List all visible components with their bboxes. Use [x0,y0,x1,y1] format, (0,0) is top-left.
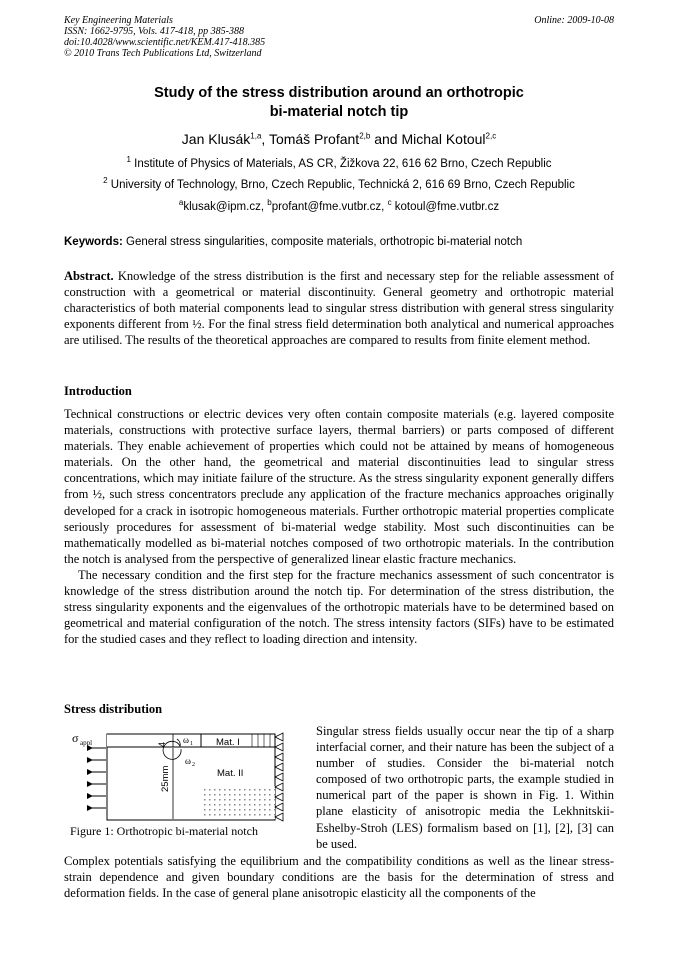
journal-header [64,15,265,59]
affiliation-1 [0,155,678,170]
keywords [64,236,624,248]
stress-paragraph-1: Singular stress fields usually occur near the tip of a sharp interfacial corner, and their nature has been the subject of a number of studies. Consider the bi-material notch composed of two orthotropic parts, the example studied in numerical part of the paper is shown in Fig. 1. Within plane elasticity of anisotropic media the Lekhnitskii-Eshelby-Stroh (LES) formalism based on [1], [2], [3] can be used. [316,724,614,851]
author-1: Jan Klusák [181,131,251,147]
email-c-sup: c [387,198,392,208]
support-triangle [275,813,283,821]
author-comma: , [261,131,266,147]
email-a[interactable]: klusak@ipm.cz, [183,201,265,213]
author-2-sup: 2,b [359,131,371,141]
support-triangle [275,753,283,761]
issn-line: ISSN: 1662-9795, Vols. 417-418, pp 385-388 [64,26,244,37]
mat2-label: Mat. II [217,768,244,779]
support-triangle [275,793,283,801]
author-3: Michal Kotoul [401,131,486,147]
abstract-text: Knowledge of the stress distribution is the first and necessary step for the reliable assessment of construction with a geometrical or material discontinuity. General geometry and orthotropic material characteristics of both material components lead to singular stress distribution with general stress singularity exponents different from ½. For the final stress field determination both analytical and numerical approaches are utilised. The results of the theoretical approaches are compared to results from finite element method. [64,269,614,348]
intro-paragraph-2: The necessary condition and the first step for the fracture mechanics assessment of such concentrator is knowledge of the stress distribution around the notch tip. For determination of the stress distribution, the stress singularity exponents and the eigenvalues of the orthotropic materials have to be determined based on geometrical and material configuration of the notch. The stress intensity factors (SIFs) have to be estimated for the studied cases and they reflect to loading direction and intensity. [64,567,614,647]
stress-heading: Stress distribution [64,702,163,716]
omega1-subscript: 1 [190,741,193,747]
keywords-text: General stress singularities, composite materials, orthotropic bi-material notch [126,236,523,248]
figure-caption: Figure 1: Orthotropic bi-material notch [70,824,258,838]
keywords-label: Keywords: [64,236,123,248]
aff1-text: Institute of Physics of Materials, AS CR, Žižkova 22, 616 62 Brno, Czech Republic [134,158,552,170]
sigma-subscript: appl [80,739,93,747]
dim-small-label: 4 [157,741,167,747]
aff2-text: University of Technology, Brno, Czech Republic, Technická 2, 616 69 Brno, Czech Republic [110,179,575,191]
author-2: Tomáš Profant [268,131,360,147]
email-b-sup: b [267,198,272,208]
email-line [0,198,678,213]
intro-paragraph-1: Technical constructions or electric devices very often contain composite materials (e.g. layered composite materials, constructions with protective surface layers, thermal barriers) or parts composed of different materials. They enable achievement of properties which could not be attained by means of homogeneous materials. On the other hand, the geometrical and material discontinuities lead to singular stress concentrations, which may initiate failure of the structure. As the stress singularity exponent generally differs from ½, such stress concentrators preclude any application of the fracture mechanics approaches originally developed for a crack in isotropic homogeneous materials. Further orthotropic material properties complicate seriously procedures for assessment of bi-material wedge stability. Most such discontinuities can be mathematically modelled as bi-material notches composed of two orthotropic materials. In the contribution the notch is analysed from the perspective of generalized linear elastic fracture mechanics. [64,407,614,566]
abstract [64,268,614,348]
mat1-label: Mat. I [216,737,240,748]
boundary-supports [275,733,283,821]
title-line-1: Study of the stress distribution around an orthotropic [154,85,524,101]
support-triangle [275,803,283,811]
stress-paragraph-2: Complex potentials satisfying the equilibrium and the compatibility conditions as well as the linear stress-strain dependence and given boundary conditions are the basis for the determination of stress and deformation fields. In the case of general plane anisotropic elasticity all the components of the [64,854,614,901]
dim-large-label: 25mm [160,765,171,792]
support-triangle [275,773,283,781]
introduction-heading: Introduction [64,384,132,398]
sigma-label: σ [72,731,79,745]
load-arrows [92,748,106,808]
aff2-num: 2 [103,176,108,186]
author-list [0,131,678,147]
title-line-2: bi-material notch tip [269,104,409,120]
paper-title [0,84,678,122]
omega2-subscript: 2 [192,762,195,768]
omega1-label: ω [183,735,189,745]
abstract-label: Abstract. [64,269,114,283]
figure-1-drawing [64,724,308,824]
email-a-sup: a [178,198,184,208]
journal-name: Key Engineering Materials [64,15,173,26]
affiliation-2 [0,176,678,191]
email-b[interactable]: profant@fme.vutbr.cz, [271,201,385,213]
introduction-body [64,406,614,647]
author-1-sup: 1,a [250,131,262,141]
figure-1 [64,724,308,844]
material-1-hatch [252,734,270,747]
support-triangle [275,743,283,751]
aff1-num: 1 [126,155,131,165]
doi-line: doi:10.4028/www.scientific.net/KEM.417-418.385 [64,37,266,48]
omega2-label: ω [185,756,191,766]
author-3-sup: 2,c [485,131,497,141]
support-triangle [275,733,283,741]
support-triangle [275,783,283,791]
author-and: and [374,131,398,147]
copyright-line: © 2010 Trans Tech Publications Ltd, Switzerland [64,48,262,59]
online-date: Online: 2009-10-08 [534,15,614,26]
support-triangle [275,763,283,771]
material-2-pattern [203,786,275,819]
email-c[interactable]: kotoul@fme.vutbr.cz [394,201,500,213]
